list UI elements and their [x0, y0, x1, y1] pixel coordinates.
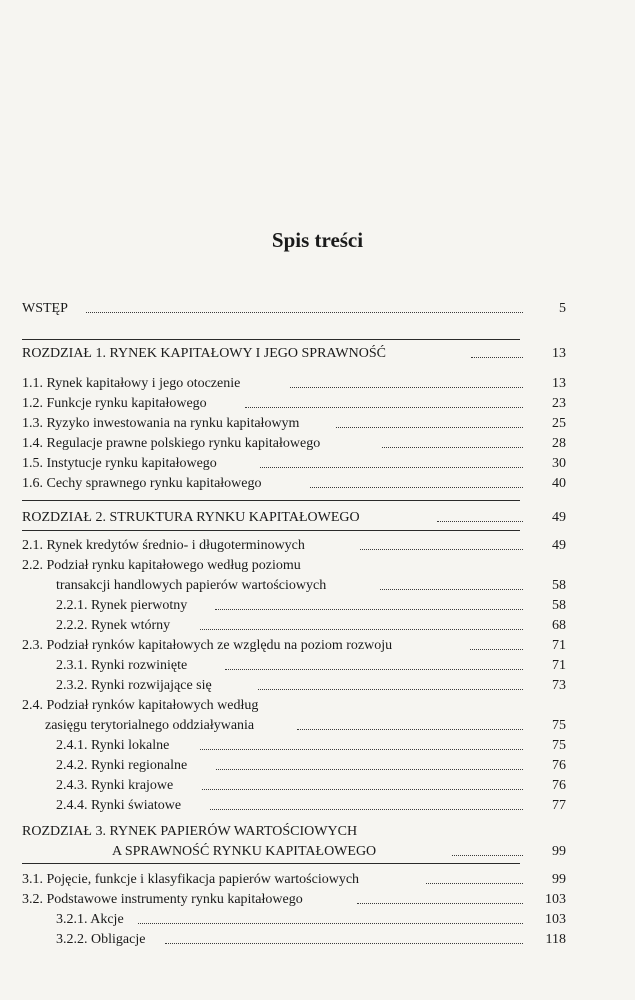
toc-page-number: 77	[552, 798, 566, 813]
dot-leader	[336, 427, 523, 428]
toc-entry-title: 3.2. Podstawowe instrumenty rynku kapitałowego	[22, 892, 303, 907]
toc-entry-title: 2.2. Podział rynku kapitałowego według poziomu	[22, 558, 301, 573]
dot-leader	[200, 629, 523, 630]
toc-subentry[interactable]	[0, 616, 635, 636]
dot-leader	[470, 649, 523, 650]
toc-entry-title: 3.2.1. Akcje	[56, 912, 124, 927]
dot-leader	[202, 789, 523, 790]
dot-leader	[200, 749, 523, 750]
toc-entry-continuation[interactable]	[0, 576, 635, 596]
toc-entry-title: 3.2.2. Obligacje	[56, 932, 146, 947]
toc-subentry[interactable]	[0, 930, 635, 950]
toc-page-number: 23	[552, 396, 566, 411]
toc-entry[interactable]	[0, 374, 635, 394]
toc-page-number: 13	[552, 376, 566, 391]
page-title: Spis treści	[271, 228, 364, 252]
toc-entry-title: 2.4. Podział rynków kapitałowych według	[22, 698, 259, 713]
toc-entry-title: 2.3.2. Rynki rozwijające się	[56, 678, 212, 693]
separator-rule-3	[22, 530, 520, 531]
toc-page-number: 68	[552, 618, 566, 633]
separator-rule-1	[22, 339, 520, 340]
toc-entry-title: zasięgu terytorialnego oddziaływania	[45, 718, 255, 733]
dot-leader	[215, 609, 523, 610]
dot-leader	[225, 669, 523, 670]
toc-entry-title: 2.2.2. Rynek wtórny	[56, 618, 171, 633]
toc-subentry[interactable]	[0, 756, 635, 776]
dot-leader	[260, 467, 523, 468]
toc-entry-title: 1.1. Rynek kapitałowy i jego otoczenie	[22, 376, 241, 391]
toc-entry-title: transakcji handlowych papierów wartościowych	[56, 578, 327, 593]
dot-leader	[380, 589, 523, 590]
toc-entry[interactable]	[0, 890, 635, 910]
toc-chapter-2[interactable]	[0, 508, 635, 528]
toc-entry[interactable]	[0, 394, 635, 414]
toc-page-number: 49	[552, 510, 566, 525]
toc-subentry[interactable]	[0, 676, 635, 696]
toc-entry-title: 2.2.1. Rynek pierwotny	[56, 598, 188, 613]
toc-entry-title: 1.2. Funkcje rynku kapitałowego	[22, 396, 207, 411]
toc-page-number: 99	[552, 844, 566, 859]
toc-entry-title: ROZDZIAŁ 2. STRUKTURA RYNKU KAPITAŁOWEGO	[22, 510, 360, 525]
toc-page-number: 13	[552, 346, 566, 361]
toc-entry-wstep[interactable]	[0, 299, 635, 319]
dot-leader	[258, 689, 523, 690]
toc-page-number: 73	[552, 678, 566, 693]
toc-entry[interactable]	[0, 696, 635, 716]
toc-chapter-3[interactable]	[0, 822, 635, 842]
toc-page-number: 118	[545, 932, 566, 947]
toc-page-number: 103	[545, 912, 566, 927]
toc-page-number: 75	[552, 718, 566, 733]
toc-entry-title: 2.4.4. Rynki światowe	[56, 798, 182, 813]
toc-entry-title: 2.4.1. Rynki lokalne	[56, 738, 170, 753]
toc-chapter-3-continuation[interactable]	[0, 842, 635, 862]
dot-leader	[210, 809, 523, 810]
toc-subentry[interactable]	[0, 736, 635, 756]
toc-subentry[interactable]	[0, 596, 635, 616]
toc-subentry[interactable]	[0, 796, 635, 816]
toc-entry-title: 2.3.1. Rynki rozwinięte	[56, 658, 188, 673]
toc-page-number: 99	[552, 872, 566, 887]
toc-page-number: 58	[552, 578, 566, 593]
toc-page-number: 75	[552, 738, 566, 753]
toc-entry-title: 2.4.2. Rynki regionalne	[56, 758, 188, 773]
toc-entry-title: 3.1. Pojęcie, funkcje i klasyfikacja papierów wartościowych	[22, 872, 360, 887]
dot-leader	[86, 312, 523, 313]
toc-page-number: 40	[552, 476, 566, 491]
dot-leader	[165, 943, 523, 944]
toc-page-number: 5	[559, 301, 566, 316]
toc-entry-title: 1.3. Ryzyko inwestowania na rynku kapitałowym	[22, 416, 300, 431]
toc-entry-title: 1.5. Instytucje rynku kapitałowego	[22, 456, 217, 471]
dot-leader	[310, 487, 523, 488]
toc-entry[interactable]	[0, 454, 635, 474]
toc-page-number: 58	[552, 598, 566, 613]
toc-page-number: 25	[552, 416, 566, 431]
toc-entry[interactable]	[0, 536, 635, 556]
toc-entry[interactable]	[0, 414, 635, 434]
dot-leader	[290, 387, 523, 388]
toc-entry-title: 1.4. Regulacje prawne polskiego rynku kapitałowego	[22, 436, 321, 451]
toc-entry-title: 2.3. Podział rynków kapitałowych ze względu na poziom rozwoju	[22, 638, 393, 653]
dot-leader	[138, 923, 523, 924]
toc-chapter-1[interactable]	[0, 344, 635, 364]
toc-entry[interactable]	[0, 870, 635, 890]
toc-page-number: 76	[552, 758, 566, 773]
toc-entry-title: 2.4.3. Rynki krajowe	[56, 778, 174, 793]
dot-leader	[245, 407, 523, 408]
dot-leader	[216, 769, 523, 770]
separator-rule-4	[22, 863, 520, 864]
toc-entry[interactable]	[0, 556, 635, 576]
separator-rule-2	[22, 500, 520, 501]
toc-subentry[interactable]	[0, 910, 635, 930]
toc-page-number: 71	[552, 658, 566, 673]
dot-leader	[382, 447, 523, 448]
toc-entry-continuation[interactable]	[0, 716, 635, 736]
dot-leader	[471, 357, 523, 358]
toc-page-number: 28	[552, 436, 566, 451]
dot-leader	[426, 883, 523, 884]
toc-page-number: 76	[552, 778, 566, 793]
toc-entry[interactable]	[0, 636, 635, 656]
toc-page-number: 71	[552, 638, 566, 653]
toc-page-number: 49	[552, 538, 566, 553]
toc-entry-title: 2.1. Rynek kredytów średnio- i długoterminowych	[22, 538, 305, 553]
dot-leader	[360, 549, 523, 550]
toc-page-number: 30	[552, 456, 566, 471]
toc-entry-title: A SPRAWNOŚĆ RYNKU KAPITAŁOWEGO	[112, 844, 377, 859]
toc-entry-title: 1.6. Cechy sprawnego rynku kapitałowego	[22, 476, 262, 491]
dot-leader	[357, 903, 523, 904]
dot-leader	[452, 855, 523, 856]
toc-page-number: 103	[545, 892, 566, 907]
toc-entry-title: ROZDZIAŁ 3. RYNEK PAPIERÓW WARTOŚCIOWYCH	[22, 824, 358, 839]
toc-subentry[interactable]	[0, 656, 635, 676]
toc-entry-title: WSTĘP	[22, 301, 68, 316]
toc-subentry[interactable]	[0, 776, 635, 796]
toc-entry[interactable]	[0, 434, 635, 454]
dot-leader	[297, 729, 523, 730]
toc-entry-title: ROZDZIAŁ 1. RYNEK KAPITAŁOWY I JEGO SPRAWNOŚĆ	[22, 346, 386, 361]
toc-entry[interactable]	[0, 474, 635, 494]
dot-leader	[437, 521, 523, 522]
